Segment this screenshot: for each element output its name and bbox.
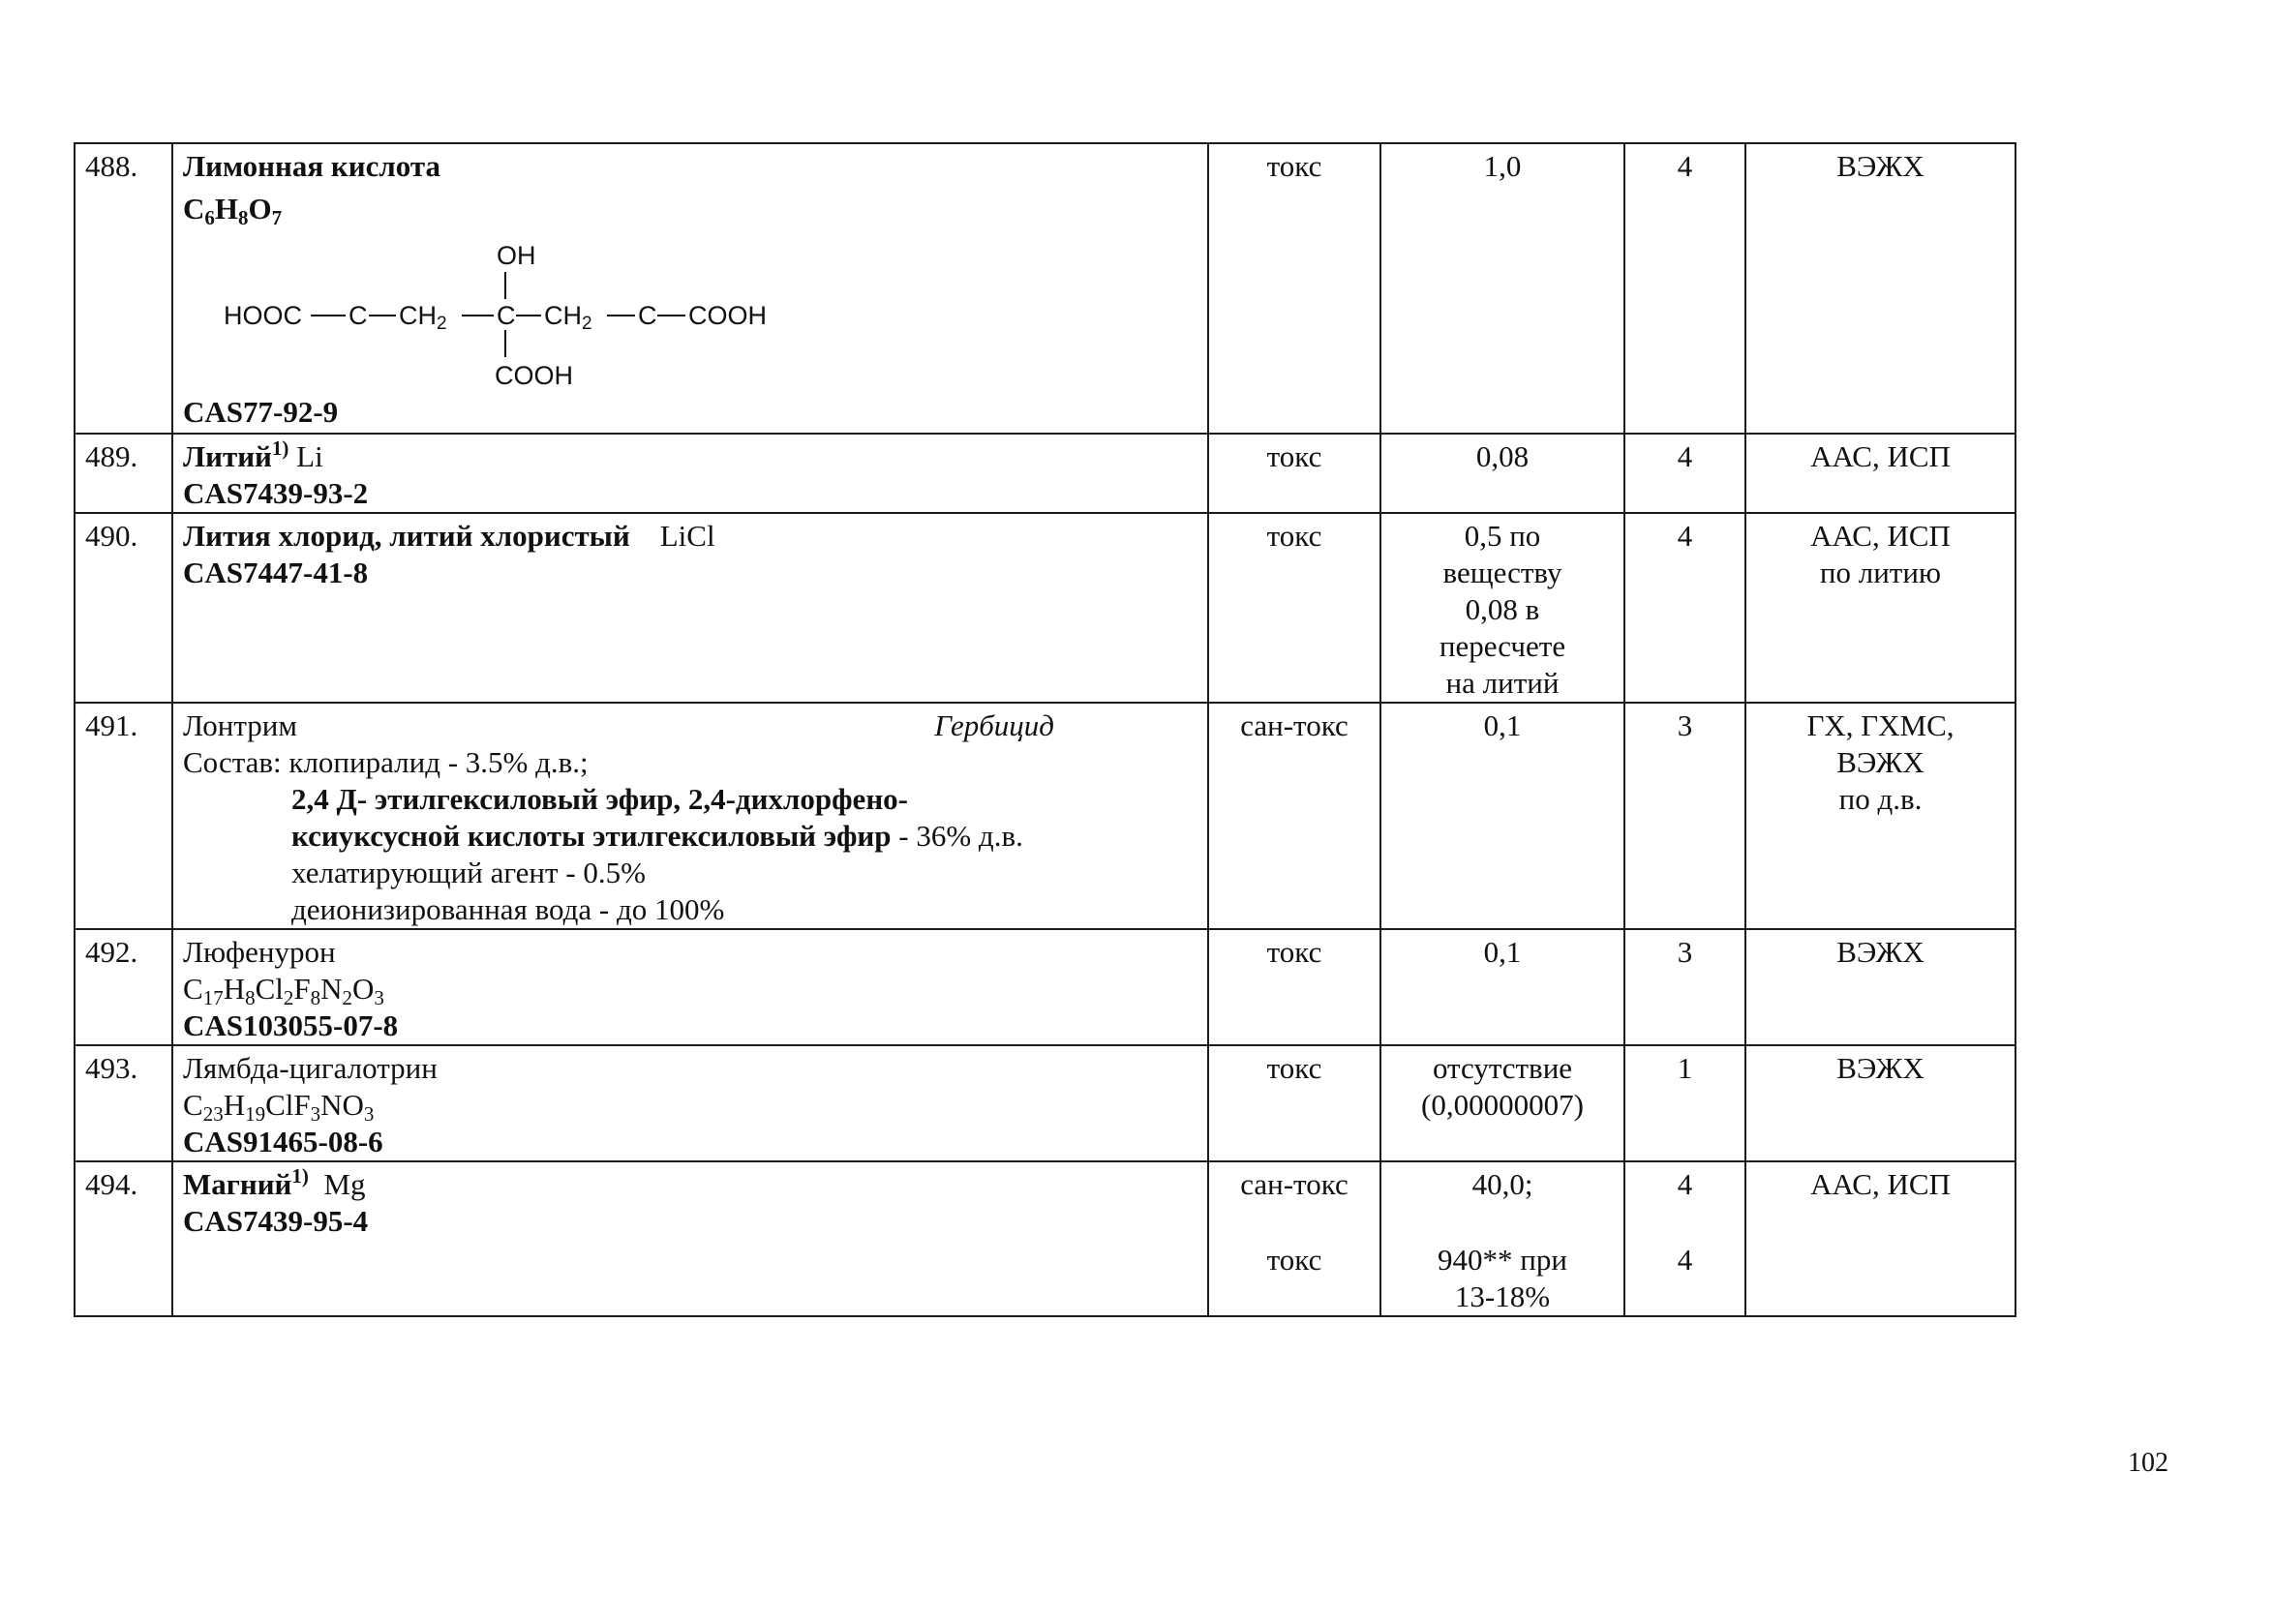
- substance-name: Люфенурон: [183, 935, 336, 969]
- table-row: [75, 1161, 2015, 1316]
- substance-name: Лимонная кислота: [183, 149, 440, 183]
- page-number: 102: [2128, 1448, 2168, 1478]
- carbon-3: C: [638, 301, 657, 330]
- substance-cell: [172, 1161, 1208, 1316]
- method-cell: ААС, ИСП по литию: [1745, 513, 2015, 703]
- hazard-class-cell: 4 4: [1624, 1161, 1745, 1316]
- substance-cell: [172, 929, 1208, 1045]
- table-row: [75, 1045, 2015, 1161]
- substance-title: [183, 1166, 1197, 1203]
- carbon-2: C: [497, 301, 516, 330]
- ch2-group-2: CH2: [544, 301, 592, 334]
- value-cell: 0,5 по веществу 0,08 в пересчете на литий: [1380, 513, 1624, 703]
- cas-number: CAS91465-08-6: [183, 1125, 383, 1158]
- row-number: 492.: [75, 929, 172, 1045]
- substance-title: [183, 438, 1197, 475]
- method-cell: ГХ, ГХМС, ВЭЖХ по д.в.: [1745, 703, 2015, 929]
- substance-title: [183, 518, 1197, 555]
- cooh-group-bottom: COOH: [495, 361, 573, 390]
- method-cell: ВЭЖХ: [1745, 143, 2015, 434]
- element-symbol: Li: [296, 439, 323, 473]
- cooh-group-right: COOH: [688, 301, 767, 330]
- composition-line: 2,4 Д- этилгексиловый эфир, 2,4-дихлорфено-: [291, 782, 908, 816]
- row-number: 489.: [75, 434, 172, 513]
- value-cell: 40,0; 940** при 13-18%: [1380, 1161, 1624, 1316]
- cas-number: CAS7439-95-4: [183, 1204, 369, 1238]
- substance-formula: $C_6H_8O_7$: [183, 192, 283, 229]
- table-row: [75, 513, 2015, 703]
- table-row: [75, 434, 2015, 513]
- substance-name: Лонтрим: [183, 708, 297, 742]
- carbon-1: C: [349, 301, 368, 330]
- substances-table: [74, 142, 2016, 1317]
- cas-number: CAS7439-93-2: [183, 476, 369, 510]
- row-number: 488.: [75, 143, 172, 434]
- substance-title: [183, 707, 1054, 744]
- method-cell: ВЭЖХ: [1745, 929, 2015, 1045]
- composition-line: деионизированная вода - до 100%: [291, 892, 725, 926]
- indicator-cell: токс: [1208, 143, 1380, 434]
- row-number: 493.: [75, 1045, 172, 1161]
- oh-group: OH: [497, 241, 536, 270]
- substance-cell: [172, 1045, 1208, 1161]
- value-cell: 0,1: [1380, 703, 1624, 929]
- hazard-class-cell: 4: [1624, 513, 1745, 703]
- hazard-class-cell: 1: [1624, 1045, 1745, 1161]
- composition-line: хелатирующий агент - 0.5%: [291, 856, 646, 889]
- cas-number: CAS7447-41-8: [183, 556, 369, 589]
- composition-line: ксиуксусной кислоты этилгексиловый эфир - 36% д.в.: [291, 819, 1023, 853]
- footnote-ref: 1): [271, 436, 289, 460]
- hazard-class-cell: 4: [1624, 143, 1745, 434]
- substance-name: Литий: [183, 439, 272, 473]
- indicator-cell: токс: [1208, 1045, 1380, 1161]
- row-number: 490.: [75, 513, 172, 703]
- hazard-class-cell: 3: [1624, 703, 1745, 929]
- method-cell: ВЭЖХ: [1745, 1045, 2015, 1161]
- hooc-group: HOOC: [224, 301, 302, 330]
- value-cell: отсутствие (0,00000007): [1380, 1045, 1624, 1161]
- element-symbol: Mg: [323, 1167, 366, 1201]
- ch2-group-1: CH2: [399, 301, 447, 334]
- cas-number: CAS103055-07-8: [183, 1008, 399, 1042]
- substance-cell: [172, 143, 1208, 434]
- substance-name: Лямбда-цигалотрин: [183, 1051, 438, 1085]
- substance-cell: [172, 513, 1208, 703]
- composition-label: Состав: клопиралид - 3.5% д.в.;: [183, 745, 589, 779]
- indicator-cell: токс: [1208, 434, 1380, 513]
- value-cell: 1,0: [1380, 143, 1624, 434]
- substance-category: Гербицид: [934, 708, 1054, 742]
- table-row: [75, 143, 2015, 434]
- hazard-class-cell: 4: [1624, 434, 1745, 513]
- method-cell: ААС, ИСП: [1745, 434, 2015, 513]
- element-symbol: LiCl: [659, 519, 715, 553]
- substance-name: Магний: [183, 1167, 292, 1201]
- indicator-cell: токс: [1208, 513, 1380, 703]
- hazard-class-cell: 3: [1624, 929, 1745, 1045]
- indicator-cell: сан-токс токс: [1208, 1161, 1380, 1316]
- value-cell: 0,08: [1380, 434, 1624, 513]
- substance-formula: $C_{17}H_8Cl_2F_8N_2O_3$: [183, 972, 384, 1009]
- method-cell: ААС, ИСП: [1745, 1161, 2015, 1316]
- indicator-cell: сан-токс: [1208, 703, 1380, 929]
- substance-name: Лития хлорид, литий хлористый: [183, 519, 630, 553]
- substance-formula: $C_{23}H_{19}ClF_3NO_3$: [183, 1088, 375, 1126]
- value-cell: 0,1: [1380, 929, 1624, 1045]
- structural-formula: [210, 235, 791, 390]
- row-number: 491.: [75, 703, 172, 929]
- row-number: 494.: [75, 1161, 172, 1316]
- footnote-ref: 1): [291, 1164, 309, 1188]
- indicator-cell: токс: [1208, 929, 1380, 1045]
- table-row: [75, 929, 2015, 1045]
- substance-cell: [172, 703, 1208, 929]
- cas-number: CAS77-92-9: [183, 395, 339, 429]
- substance-cell: [172, 434, 1208, 513]
- table-row: [75, 703, 2015, 929]
